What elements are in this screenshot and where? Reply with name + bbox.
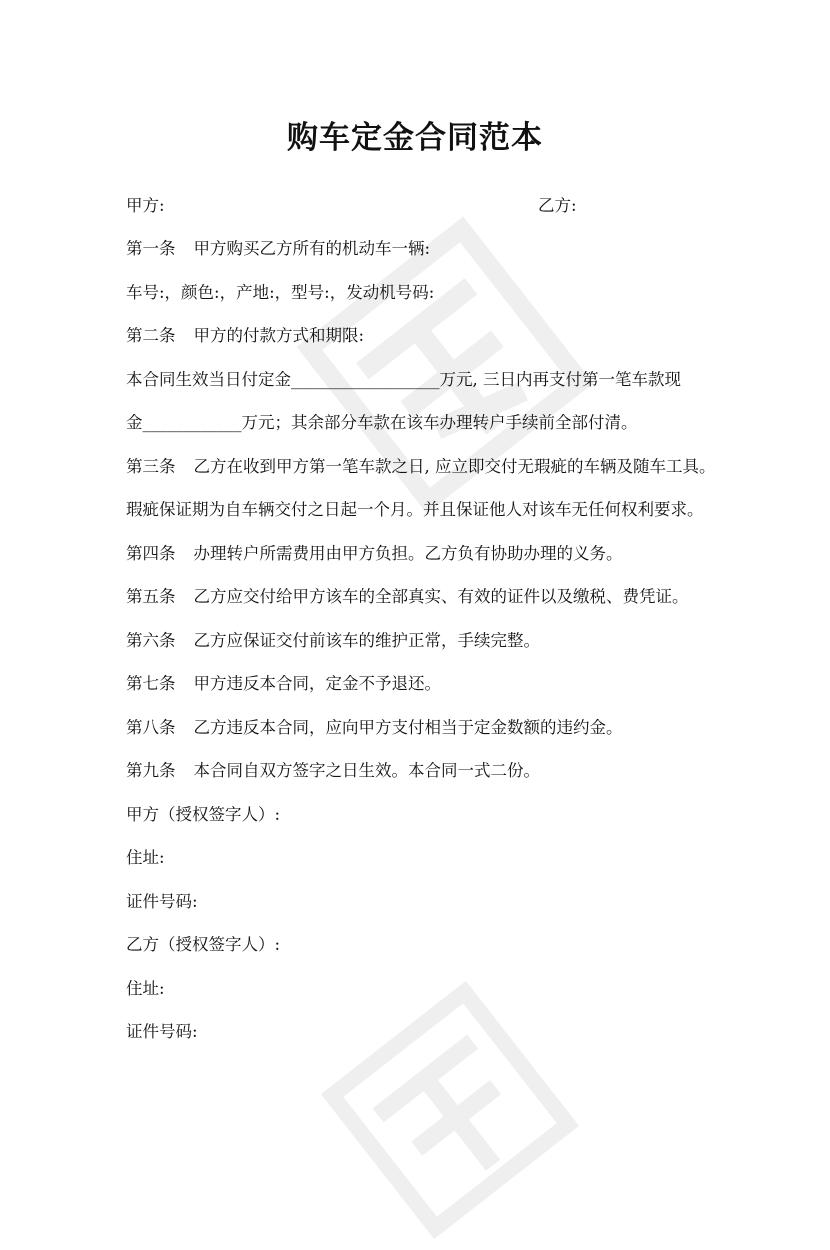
clause-4-head: 第四条	[126, 544, 176, 563]
clause-6-head: 第六条	[126, 631, 176, 650]
clause-5-text: 乙方应交付给甲方该车的全部真实、有效的证件以及缴税、费凭证。	[193, 587, 689, 606]
clause-8	[126, 718, 623, 738]
watermark-logo-icon-bottom	[310, 970, 591, 1250]
clause-6-text: 乙方应保证交付前该车的维护正常，手续完整。	[193, 631, 540, 650]
signature-party-b: 乙方（授权签字人）:	[126, 935, 281, 954]
document-title: 购车定金合同范本	[287, 120, 543, 156]
clause-1-head: 第一条	[126, 239, 176, 258]
clause-5	[126, 587, 689, 607]
clause-7	[126, 674, 441, 694]
clause-9	[126, 761, 540, 781]
clause-3-text: 乙方在收到甲方第一笔车款之日, 应立即交付无瑕疵的车辆及随车工具。	[193, 457, 716, 476]
id-number-party-b: 证件号码:	[126, 1022, 198, 1041]
clause-3-head: 第三条	[126, 457, 176, 476]
address-party-b: 住址:	[126, 979, 165, 998]
id-number-party-a: 证件号码:	[126, 892, 198, 911]
clause-6	[126, 631, 540, 651]
clause-8-text: 乙方违反本合同，应向甲方支付相当于定金数额的违约金。	[193, 718, 623, 737]
clause-8-head: 第八条	[126, 718, 176, 737]
payment-line-2: 金____________万元；其余部分车款在该车办理转户手续前全部付清。	[126, 413, 638, 432]
clause-1-text: 甲方购买乙方所有的机动车一辆:	[193, 239, 431, 258]
clause-1	[126, 239, 430, 259]
clause-2	[126, 326, 364, 346]
clause-4	[126, 544, 623, 564]
clause-9-head: 第九条	[126, 761, 176, 780]
clause-5-head: 第五条	[126, 587, 176, 606]
clause-3	[126, 457, 716, 477]
clause-7-head: 第七条	[126, 674, 176, 693]
clause-7-text: 甲方违反本合同，定金不予退还。	[193, 674, 441, 693]
clause-4-text: 办理转户所需费用由甲方负担。乙方负有协助办理的义务。	[193, 544, 623, 563]
clause-9-text: 本合同自双方签字之日生效。本合同一式二份。	[193, 761, 540, 780]
clause-3-continued: 瑕疵保证期为自车辆交付之日起一个月。并且保证他人对该车无任何权利要求。	[126, 500, 704, 519]
parties-line	[126, 196, 726, 216]
party-b-label: 乙方:	[538, 196, 577, 215]
party-a-label: 甲方:	[126, 196, 165, 215]
payment-line-1: 本合同生效当日付定金__________________万元, 三日内再支付第一笔车款现	[126, 370, 681, 389]
clause-2-head: 第二条	[126, 326, 176, 345]
vehicle-info: 车号:，颜色:，产地:，型号:，发动机号码:	[126, 283, 435, 302]
signature-party-a: 甲方（授权签字人）:	[126, 805, 281, 824]
address-party-a: 住址:	[126, 848, 165, 867]
clause-2-text: 甲方的付款方式和期限:	[193, 326, 365, 345]
